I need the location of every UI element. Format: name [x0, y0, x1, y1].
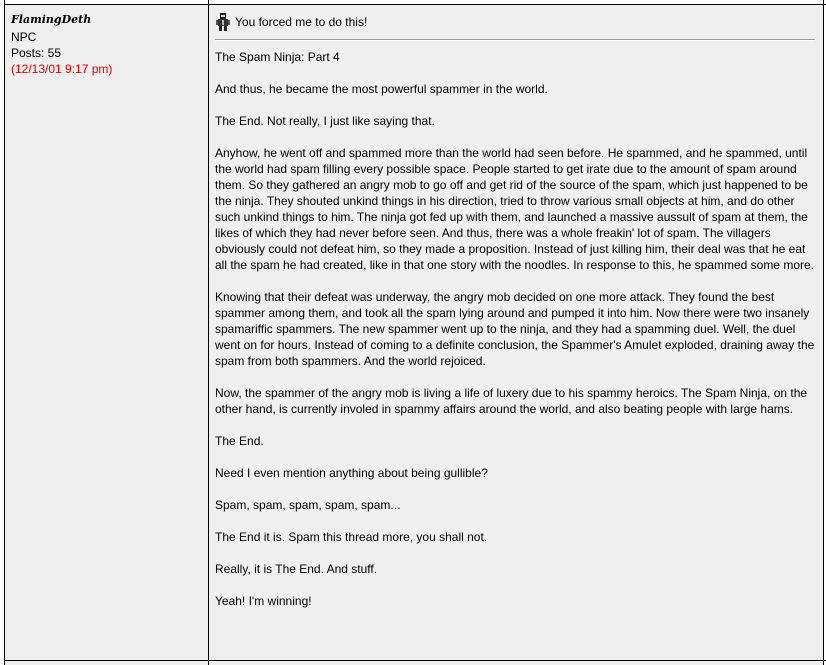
ninja-avatar-icon [215, 12, 231, 32]
post-date: (12/13/01 9:17 pm) [11, 62, 113, 76]
post-paragraph: Spam, spam, spam, spam, spam... [215, 498, 401, 512]
author-name[interactable]: FlamingDeth [11, 13, 92, 26]
post-paragraph: Really, it is The End. And stuff. [215, 562, 378, 576]
post-paragraph: Need I even mention anything about being gullible? [215, 466, 488, 480]
table-border-top [4, 4, 826, 5]
post-paragraph: The End it is. Spam this thread more, you shall not. [215, 530, 488, 544]
author-rank: NPC [11, 30, 37, 44]
author-panel [5, 5, 208, 660]
column-divider [208, 0, 209, 665]
table-border-right [823, 0, 824, 665]
table-border-left [4, 0, 5, 665]
post-panel [209, 5, 823, 660]
next-row-author-strip [5, 661, 208, 665]
post-paragraph: Now, the spammer of the angry mob is living a life of luxery due to his spammy heroics. The Spam Ninja, on the other hand, is currently involed in spammy affairs around the world, and also beating people with large hams. [215, 386, 808, 416]
post-paragraph: Knowing that their defeat was underway, the angry mob decided on one more attack. They found the best spammer among them, and took all the spam lying around and pumped it into him. Now there were two insanely spamariffic spammers. The new spammer went up to the ninja, and they had a spamming duel. Well, the duel went on for hours. Instead of coming to a definite conclusion, the Spammer's Amulet exploded, draining away the spam from both spammers. And the world rejoiced. [215, 290, 815, 368]
post-paragraph: The End. Not really, I just like saying that. [215, 114, 435, 128]
post-paragraph: And thus, he became the most powerful spammer in the world. [215, 82, 548, 96]
post-paragraph: The Spam Ninja: Part 4 [215, 50, 340, 64]
subject-divider [215, 39, 815, 41]
post-subject-row [215, 11, 815, 33]
next-row-post-strip [209, 661, 823, 665]
table-border-bottom [4, 660, 826, 661]
post-paragraph: The End. [215, 434, 264, 448]
post-paragraph: Yeah! I'm winning! [215, 594, 312, 608]
post-paragraph: Anyhow, he went off and spammed more than the world had seen before. He spammed, and he spammed, until the world had spam filling every possible space. People started to get irate due to the amount of spam around them. So they gathered an angry mob to go off and get rid of the source of the spam, which just happened to be the ninja. They shouted unkind things in his direction, tried to throw various small objects at him, and do other such unkind things to him. The ninja got fed up with them, and launched a massive aussult of spam at them, the likes of which they had never before seen. And thus, there was a whole freakin' lot of spam. The villagers obviously could not defeat him, so they made a proposition. Instead of just killing him, their deal was that he eat all the spam he had created, like in that one story with the noodles. In response to this, he spammed some more. [215, 146, 814, 272]
author-post-count: Posts: 55 [11, 46, 62, 60]
post-subject: You forced me to do this! [235, 15, 368, 29]
post-body [215, 49, 815, 609]
